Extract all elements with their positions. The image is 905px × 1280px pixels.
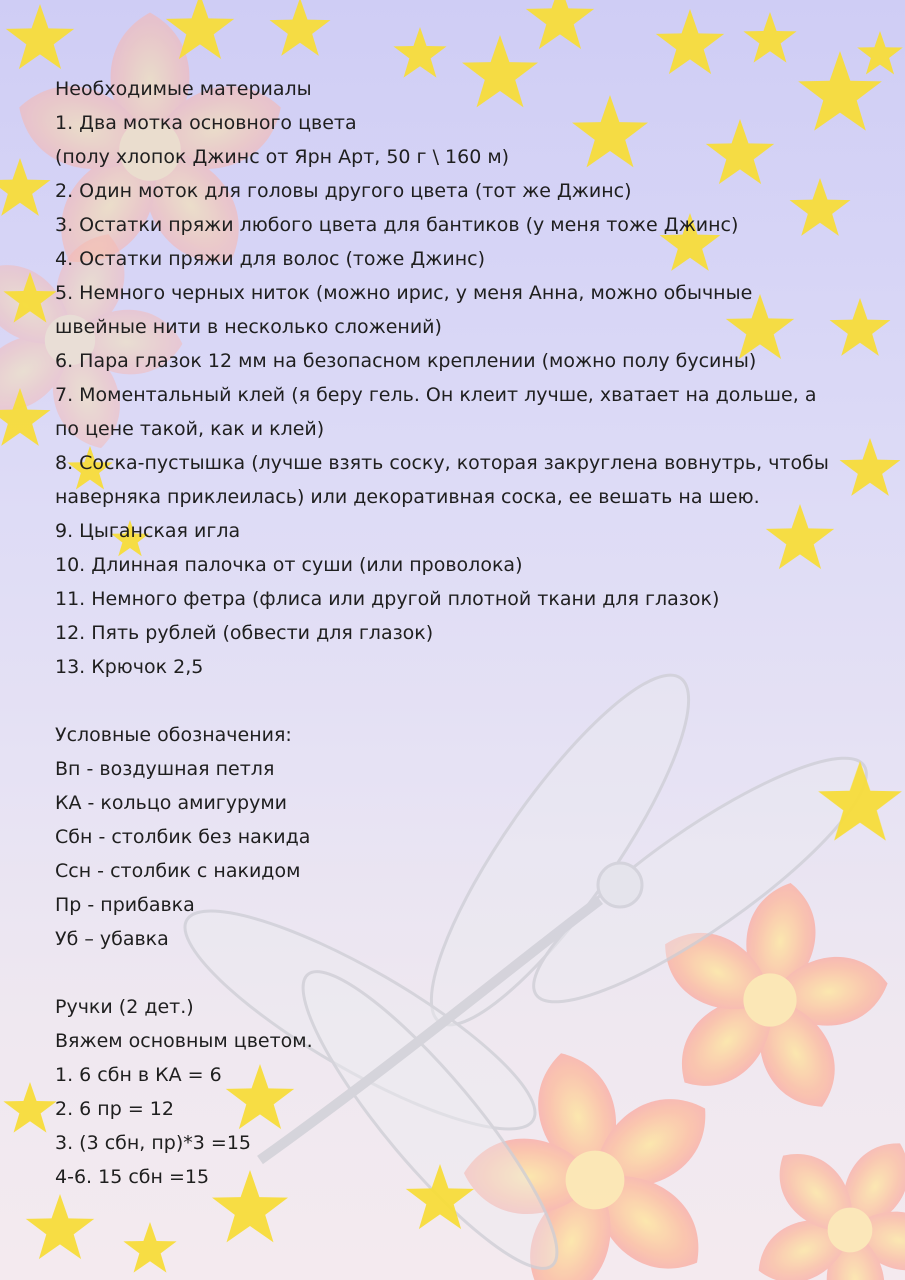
document-body [55, 72, 875, 1194]
materials-item: 12. Пять рублей (обвести для глазок) [55, 622, 434, 644]
legend-item: Пр - прибавка [55, 894, 195, 916]
legend-item: Вп - воздушная петля [55, 758, 275, 780]
materials-item: 4. Остатки пряжи для волос (тоже Джинс) [55, 248, 485, 270]
materials-item: 6. Пара глазок 12 мм на безопасном креплении (можно полу бусины) [55, 350, 757, 372]
materials-item: 1. Два мотка основного цвета [55, 112, 357, 134]
materials-item: (полу хлопок Джинс от Ярн Арт, 50 г \ 160 м) [55, 146, 510, 168]
legend-item: Сбн - столбик без накида [55, 826, 311, 848]
materials-item: 5. Немного черных ниток (можно ирис, у меня Анна, можно обычные [55, 282, 753, 304]
arms-item: 3. (3 сбн, пр)*3 =15 [55, 1132, 251, 1154]
legend-heading: Условные обозначения: [55, 724, 292, 746]
materials-item: 2. Один моток для головы другого цвета (тот же Джинс) [55, 180, 632, 202]
legend-item: КА - кольцо амигуруми [55, 792, 287, 814]
legend-item: Ссн - столбик с накидом [55, 860, 301, 882]
materials-item: 7. Моментальный клей (я беру гель. Он клеит лучше, хватает на дольше, а [55, 384, 817, 406]
arms-item: Вяжем основным цветом. [55, 1030, 313, 1052]
arms-heading: Ручки (2 дет.) [55, 996, 194, 1018]
spacer [55, 956, 875, 990]
arms-item: 2. 6 пр = 12 [55, 1098, 174, 1120]
materials-item: швейные нити в несколько сложений) [55, 316, 442, 338]
materials-item: 8. Соска-пустышка (лучше взять соску, которая закруглена вовнутрь, чтобы [55, 452, 829, 474]
materials-item: 10. Длинная палочка от суши (или проволока) [55, 554, 523, 576]
materials-heading: Необходимые материалы [55, 78, 312, 100]
legend-item: Уб – убавка [55, 928, 169, 950]
materials-item: 3. Остатки пряжи любого цвета для бантиков (у меня тоже Джинс) [55, 214, 739, 236]
spacer [55, 684, 875, 718]
materials-item: наверняка приклеилась) или декоративная соска, ее вешать на шею. [55, 486, 760, 508]
arms-item: 4-6. 15 сбн =15 [55, 1166, 210, 1188]
materials-item: по цене такой, как и клей) [55, 418, 325, 440]
materials-item: 11. Немного фетра (флиса или другой плотной ткани для глазок) [55, 588, 720, 610]
materials-item: 13. Крючок 2,5 [55, 656, 204, 678]
arms-item: 1. 6 сбн в КА = 6 [55, 1064, 222, 1086]
materials-item: 9. Цыганская игла [55, 520, 241, 542]
